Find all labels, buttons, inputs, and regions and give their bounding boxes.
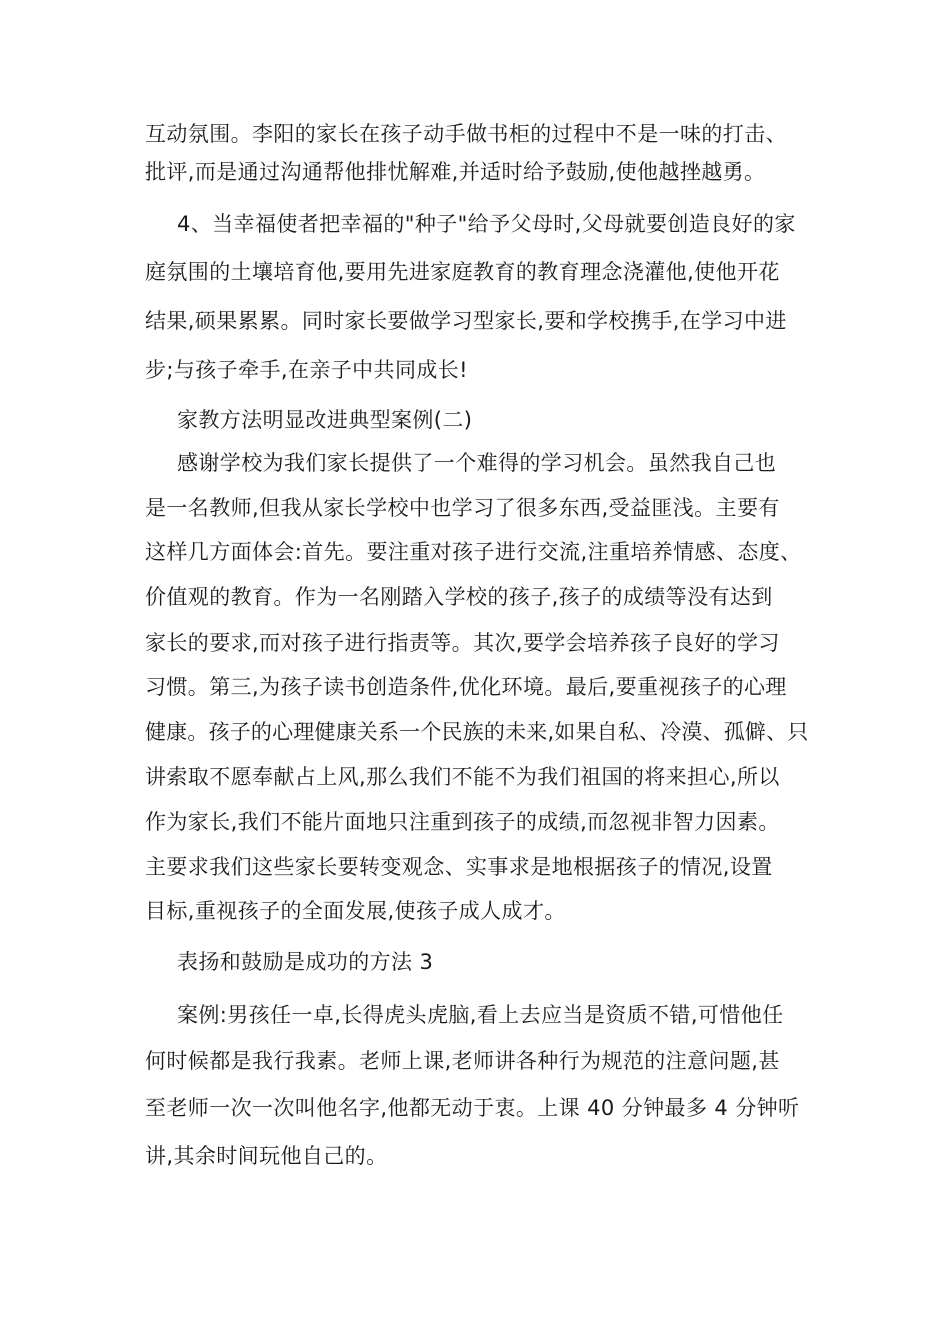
paragraph-3-line-7: 健康。孩子的心理健康关系一个民族的未来,如果自私、冷漠、孤僻、只 xyxy=(145,720,809,744)
paragraph-1-line-1: 互动氛围。李阳的家长在孩子动手做书柜的过程中不是一味的打击、 xyxy=(145,122,787,146)
paragraph-2-line-4: 步;与孩子牵手,在亲子中共同成长! xyxy=(145,358,468,382)
paragraph-4-line-3: 至老师一次一次叫他名字,他都无动于衷。上课 40 分钟最多 4 分钟听 xyxy=(145,1096,800,1120)
section-heading-2: 表扬和鼓励是成功的方法 3 xyxy=(177,950,434,974)
paragraph-2-line-2: 庭氛围的土壤培育他,要用先进家庭教育的教育理念浇灌他,使他开花 xyxy=(145,260,780,284)
paragraph-4-line-1: 案例:男孩任一卓,长得虎头虎脑,看上去应当是资质不错,可惜他任 xyxy=(177,1003,784,1027)
paragraph-4-line-2: 何时候都是我行我素。老师上课,老师讲各种行为规范的注意问题,甚 xyxy=(145,1049,780,1073)
paragraph-3-line-4: 价值观的教育。作为一名刚踏入学校的孩子,孩子的成绩等没有达到 xyxy=(145,585,773,609)
paragraph-1-line-2: 批评,而是通过沟通帮他排忧解难,并适时给予鼓励,使他越挫越勇。 xyxy=(145,160,766,184)
paragraph-3-line-3: 这样几方面体会:首先。要注重对孩子进行交流,注重培养情感、态度、 xyxy=(145,540,802,564)
paragraph-3-line-8: 讲索取不愿奉献占上风,那么我们不能不为我们祖国的将来担心,所以 xyxy=(145,765,780,789)
paragraph-2-line-3: 结果,硕果累累。同时家长要做学习型家长,要和学校携手,在学习中进 xyxy=(145,309,787,333)
paragraph-3-line-9: 作为家长,我们不能片面地只注重到孩子的成绩,而忽视非智力因素。 xyxy=(145,810,780,834)
paragraph-3-line-1: 感谢学校为我们家长提供了一个难得的学习机会。虽然我自己也 xyxy=(177,451,777,475)
paragraph-3-line-10: 主要求我们这些家长要转变观念、实事求是地根据孩子的情况,设置 xyxy=(145,855,773,879)
paragraph-3-line-2: 是一名教师,但我从家长学校中也学习了很多东西,受益匪浅。主要有 xyxy=(145,496,780,520)
section-heading-1: 家教方法明显改进典型案例(二) xyxy=(177,408,473,432)
paragraph-3-line-11: 目标,重视孩子的全面发展,使孩子成人成才。 xyxy=(145,899,566,923)
paragraph-4-line-4: 讲,其余时间玩他自己的。 xyxy=(145,1144,388,1168)
paragraph-3-line-6: 习惯。第三,为孩子读书创造条件,优化环境。最后,要重视孩子的心理 xyxy=(145,675,787,699)
paragraph-2-line-1: 4、当幸福使者把幸福的"种子"给予父母时,父母就要创造良好的家 xyxy=(177,212,796,236)
paragraph-3-line-5: 家长的要求,而对孩子进行指责等。其次,要学会培养孩子良好的学习 xyxy=(145,631,780,655)
